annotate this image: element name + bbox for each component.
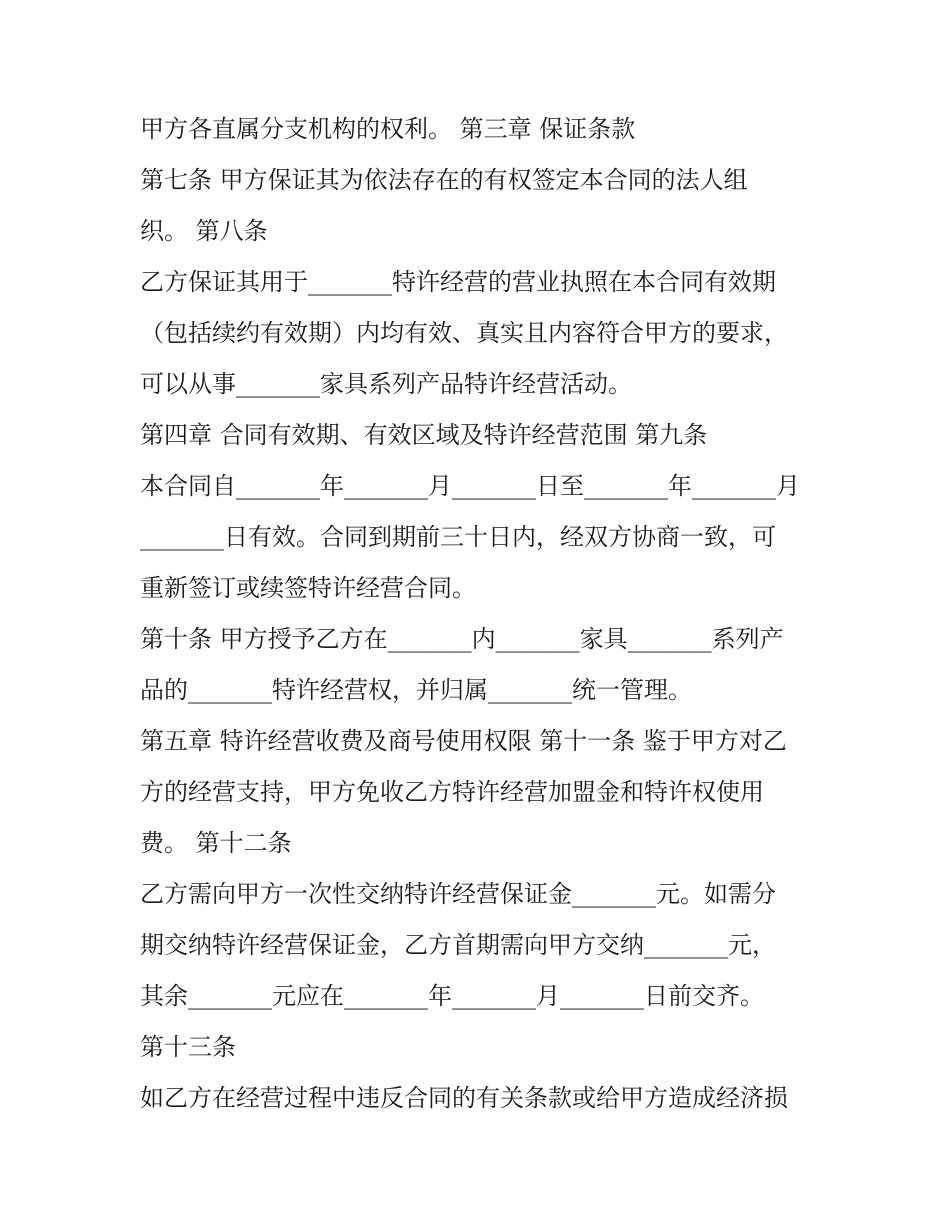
- text-line: 方的经营支持，甲方免收乙方特许经营加盟金和特许权使用: [140, 778, 764, 806]
- text-line: 其余_______元应在_______年_______月_______日前交齐。: [140, 982, 764, 1010]
- text-line: 乙方需向甲方一次性交纳特许经营保证金_______元。如需分: [140, 880, 776, 908]
- text-line: 甲方各直属分支机构的权利。 第三章 保证条款: [140, 115, 636, 143]
- text-line: 品的_______特许经营权，并归属_______统一管理。: [140, 676, 692, 704]
- text-line: 第四章 合同有效期、有效区域及特许经营范围 第九条: [140, 421, 708, 449]
- text-line: 本合同自_______年_______月_______日至_______年_______月: [140, 472, 800, 500]
- contract-text: [140, 104, 830, 1124]
- text-line: 第十条 甲方授予乙方在_______内_______家具_______系列产: [140, 625, 784, 653]
- text-line: _______日有效。合同到期前三十日内，经双方协商一致，可: [140, 523, 776, 551]
- text-line: 乙方保证其用于_______特许经营的营业执照在本合同有效期: [140, 268, 776, 296]
- text-line: 可以从事_______家具系列产品特许经营活动。: [140, 370, 632, 398]
- text-line: 如乙方在经营过程中违反合同的有关条款或给甲方造成经济损: [140, 1084, 788, 1112]
- text-line: 第十三条: [140, 1033, 236, 1061]
- text-line: 费。 第十二条: [140, 829, 292, 857]
- text-line: （包括续约有效期）内均有效、真实且内容符合甲方的要求，: [140, 319, 788, 347]
- text-line: 期交纳特许经营保证金，乙方首期需向甲方交纳_______元，: [140, 931, 776, 959]
- text-line: 织。 第八条: [140, 217, 268, 245]
- text-line: 重新签订或续签特许经营合同。: [140, 574, 476, 602]
- text-line: 第五章 特许经营收费及商号使用权限 第十一条 鉴于甲方对乙: [140, 727, 787, 755]
- text-line: 第七条 甲方保证其为依法存在的有权签定本合同的法人组: [140, 166, 748, 194]
